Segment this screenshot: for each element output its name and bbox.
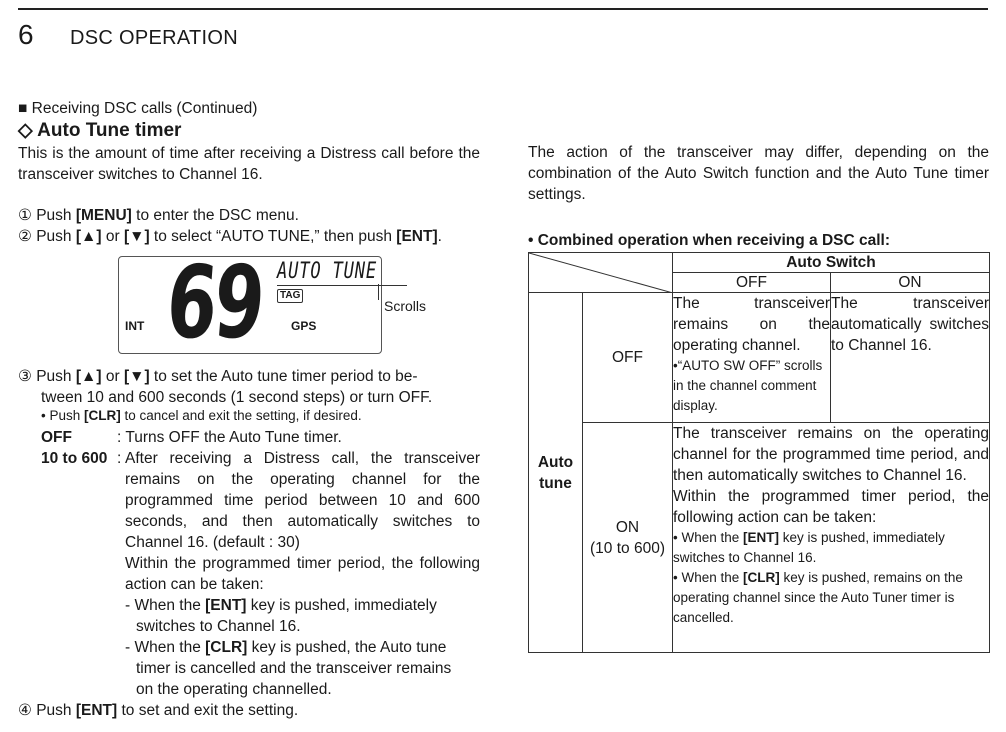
clr-note: [41, 406, 362, 426]
step-number: ③: [18, 368, 32, 385]
auto-tune-header: [529, 293, 583, 653]
step-text: to enter the DSC menu.: [131, 207, 299, 224]
note-text: to cancel and exit the setting, if desired.: [120, 408, 362, 423]
auto-switch-header: Auto Switch: [673, 253, 990, 273]
step-text: to select “AUTO TUNE,” then push: [149, 228, 397, 245]
clr-action: [125, 637, 446, 658]
diagonal-divider: [529, 253, 673, 293]
auto-tune-off-header: OFF: [583, 293, 673, 423]
menu-key: [MENU]: [75, 207, 132, 224]
bullet-text: key is pushed, immediately switches to Channel 16.: [673, 530, 945, 565]
auto-tune-on-label: ON: [615, 518, 640, 536]
tag-indicator: TAG: [277, 289, 303, 303]
step-text: Push: [36, 207, 76, 224]
scroll-fade: [395, 257, 415, 287]
range-description-2: Within the programmed timer period, the following action can be taken:: [125, 555, 480, 593]
off-off-text: The transceiver remains on the operating channel.: [673, 295, 830, 354]
off-on-text: The transceiver automatically switches to Channel 16.: [831, 295, 989, 354]
action-text: key is pushed, immediately: [246, 597, 437, 614]
step-text: or: [101, 368, 124, 385]
auto-switch-on-header: ON: [831, 273, 990, 293]
range-colon: :: [117, 450, 122, 467]
on-text-2: Within the programmed timer period, the following action can be taken:: [673, 488, 989, 526]
note-text: • Push: [41, 408, 84, 423]
step-text: Push: [36, 228, 76, 245]
corner-cell: [529, 253, 673, 293]
auto-tune-on-range: (10 to 600): [590, 539, 665, 557]
step-number: ①: [18, 207, 32, 224]
off-off-note: •“AUTO SW OFF” scrolls in the channel comment display.: [673, 358, 823, 413]
step-3: [18, 366, 418, 387]
ent-key: [ENT]: [396, 228, 438, 245]
scrolls-callout-line: [378, 284, 379, 300]
on-cell: [673, 423, 990, 653]
right-intro: The action of the transceiver may differ, depending on the combination of the Auto Switch function and the Auto Tune timer settings.: [528, 144, 989, 203]
step-3-line-2: tween 10 and 600 seconds (1 second steps) or turn OFF.: [41, 389, 433, 406]
ent-key: [ENT]: [75, 702, 118, 719]
step-text: Push: [36, 368, 76, 385]
ent-key: [ENT]: [743, 530, 780, 545]
step-text: to set and exit the setting.: [117, 702, 299, 719]
up-key: [▲]: [75, 228, 102, 245]
off-on-cell: [831, 293, 990, 423]
auto-tune-header-line-1: Auto: [537, 453, 574, 471]
ent-action-line-2: switches to Channel 16.: [136, 618, 301, 635]
clr-key: [CLR]: [84, 408, 121, 423]
up-key: [▲]: [75, 368, 102, 385]
bullet-text: • When the: [673, 530, 744, 545]
range-term: 10 to 600: [41, 450, 108, 467]
step-number: ④: [18, 702, 32, 719]
header-rule: [18, 8, 988, 10]
off-term: OFF: [41, 429, 72, 446]
clr-key: [CLR]: [205, 639, 248, 656]
step-text: or: [101, 228, 124, 245]
action-text: - When the: [125, 597, 206, 614]
chapter-title: DSC OPERATION: [70, 27, 238, 49]
on-text-1: The transceiver remains on the operating channel for the programmed time period, and then automatically switches to Channel 16.: [673, 425, 989, 484]
auto-switch-off-header: OFF: [673, 273, 831, 293]
step-number: ②: [18, 228, 32, 245]
section-title: ■ Receiving DSC calls (Continued): [18, 100, 258, 117]
ent-action: [125, 595, 437, 616]
gps-indicator: GPS: [291, 319, 317, 333]
lcd-display: [118, 244, 382, 361]
action-text: key is pushed, the Auto tune: [247, 639, 447, 656]
channel-number: 69: [162, 244, 266, 361]
clr-action-line-2: timer is cancelled and the transceiver remains: [136, 660, 452, 677]
action-text: - When the: [125, 639, 206, 656]
lcd-menu-text: AUTO TUNE: [277, 259, 378, 284]
table-title: • Combined operation when receiving a DSC call:: [528, 232, 890, 249]
bullet-text: key is pushed, remains on the operating channel since the Auto Tuner timer is cancelled.: [673, 570, 963, 625]
step-text: .: [437, 228, 442, 245]
int-indicator: INT: [125, 319, 145, 333]
scrolls-label: Scrolls: [384, 298, 427, 314]
auto-tune-on-header: [583, 423, 673, 653]
range-description: After receiving a Distress call, the transceiver remains on the operating channel for the programmed time period between 10 and 600 seconds, and then automatically switches to Channel 16. (default : 30): [125, 450, 480, 551]
off-description: : Turns OFF the Auto Tune timer.: [117, 429, 342, 446]
bullet-text: • When the: [673, 570, 744, 585]
subsection-title: ◇ Auto Tune timer: [18, 120, 182, 141]
off-off-cell: [673, 293, 831, 423]
down-key: [▼]: [123, 368, 150, 385]
chapter-number: 6: [18, 19, 34, 50]
step-text: Push: [36, 702, 76, 719]
combined-operation-table: [528, 252, 990, 653]
lcd-underline: [277, 285, 407, 286]
auto-tune-header-line-2: tune: [539, 474, 572, 492]
down-key: [▼]: [123, 228, 150, 245]
on-bullet-2: [673, 568, 989, 628]
intro-paragraph: This is the amount of time after receiving a Distress call before the transceiver switches to Channel 16.: [18, 145, 480, 183]
clr-key: [CLR]: [743, 570, 780, 585]
clr-action-line-3: on the operating channelled.: [136, 681, 332, 698]
step-text: to set the Auto tune timer period to be-: [149, 368, 418, 385]
step-1: [18, 205, 299, 226]
on-bullet-1: [673, 528, 989, 568]
step-4: [18, 700, 298, 721]
ent-key: [ENT]: [205, 597, 247, 614]
